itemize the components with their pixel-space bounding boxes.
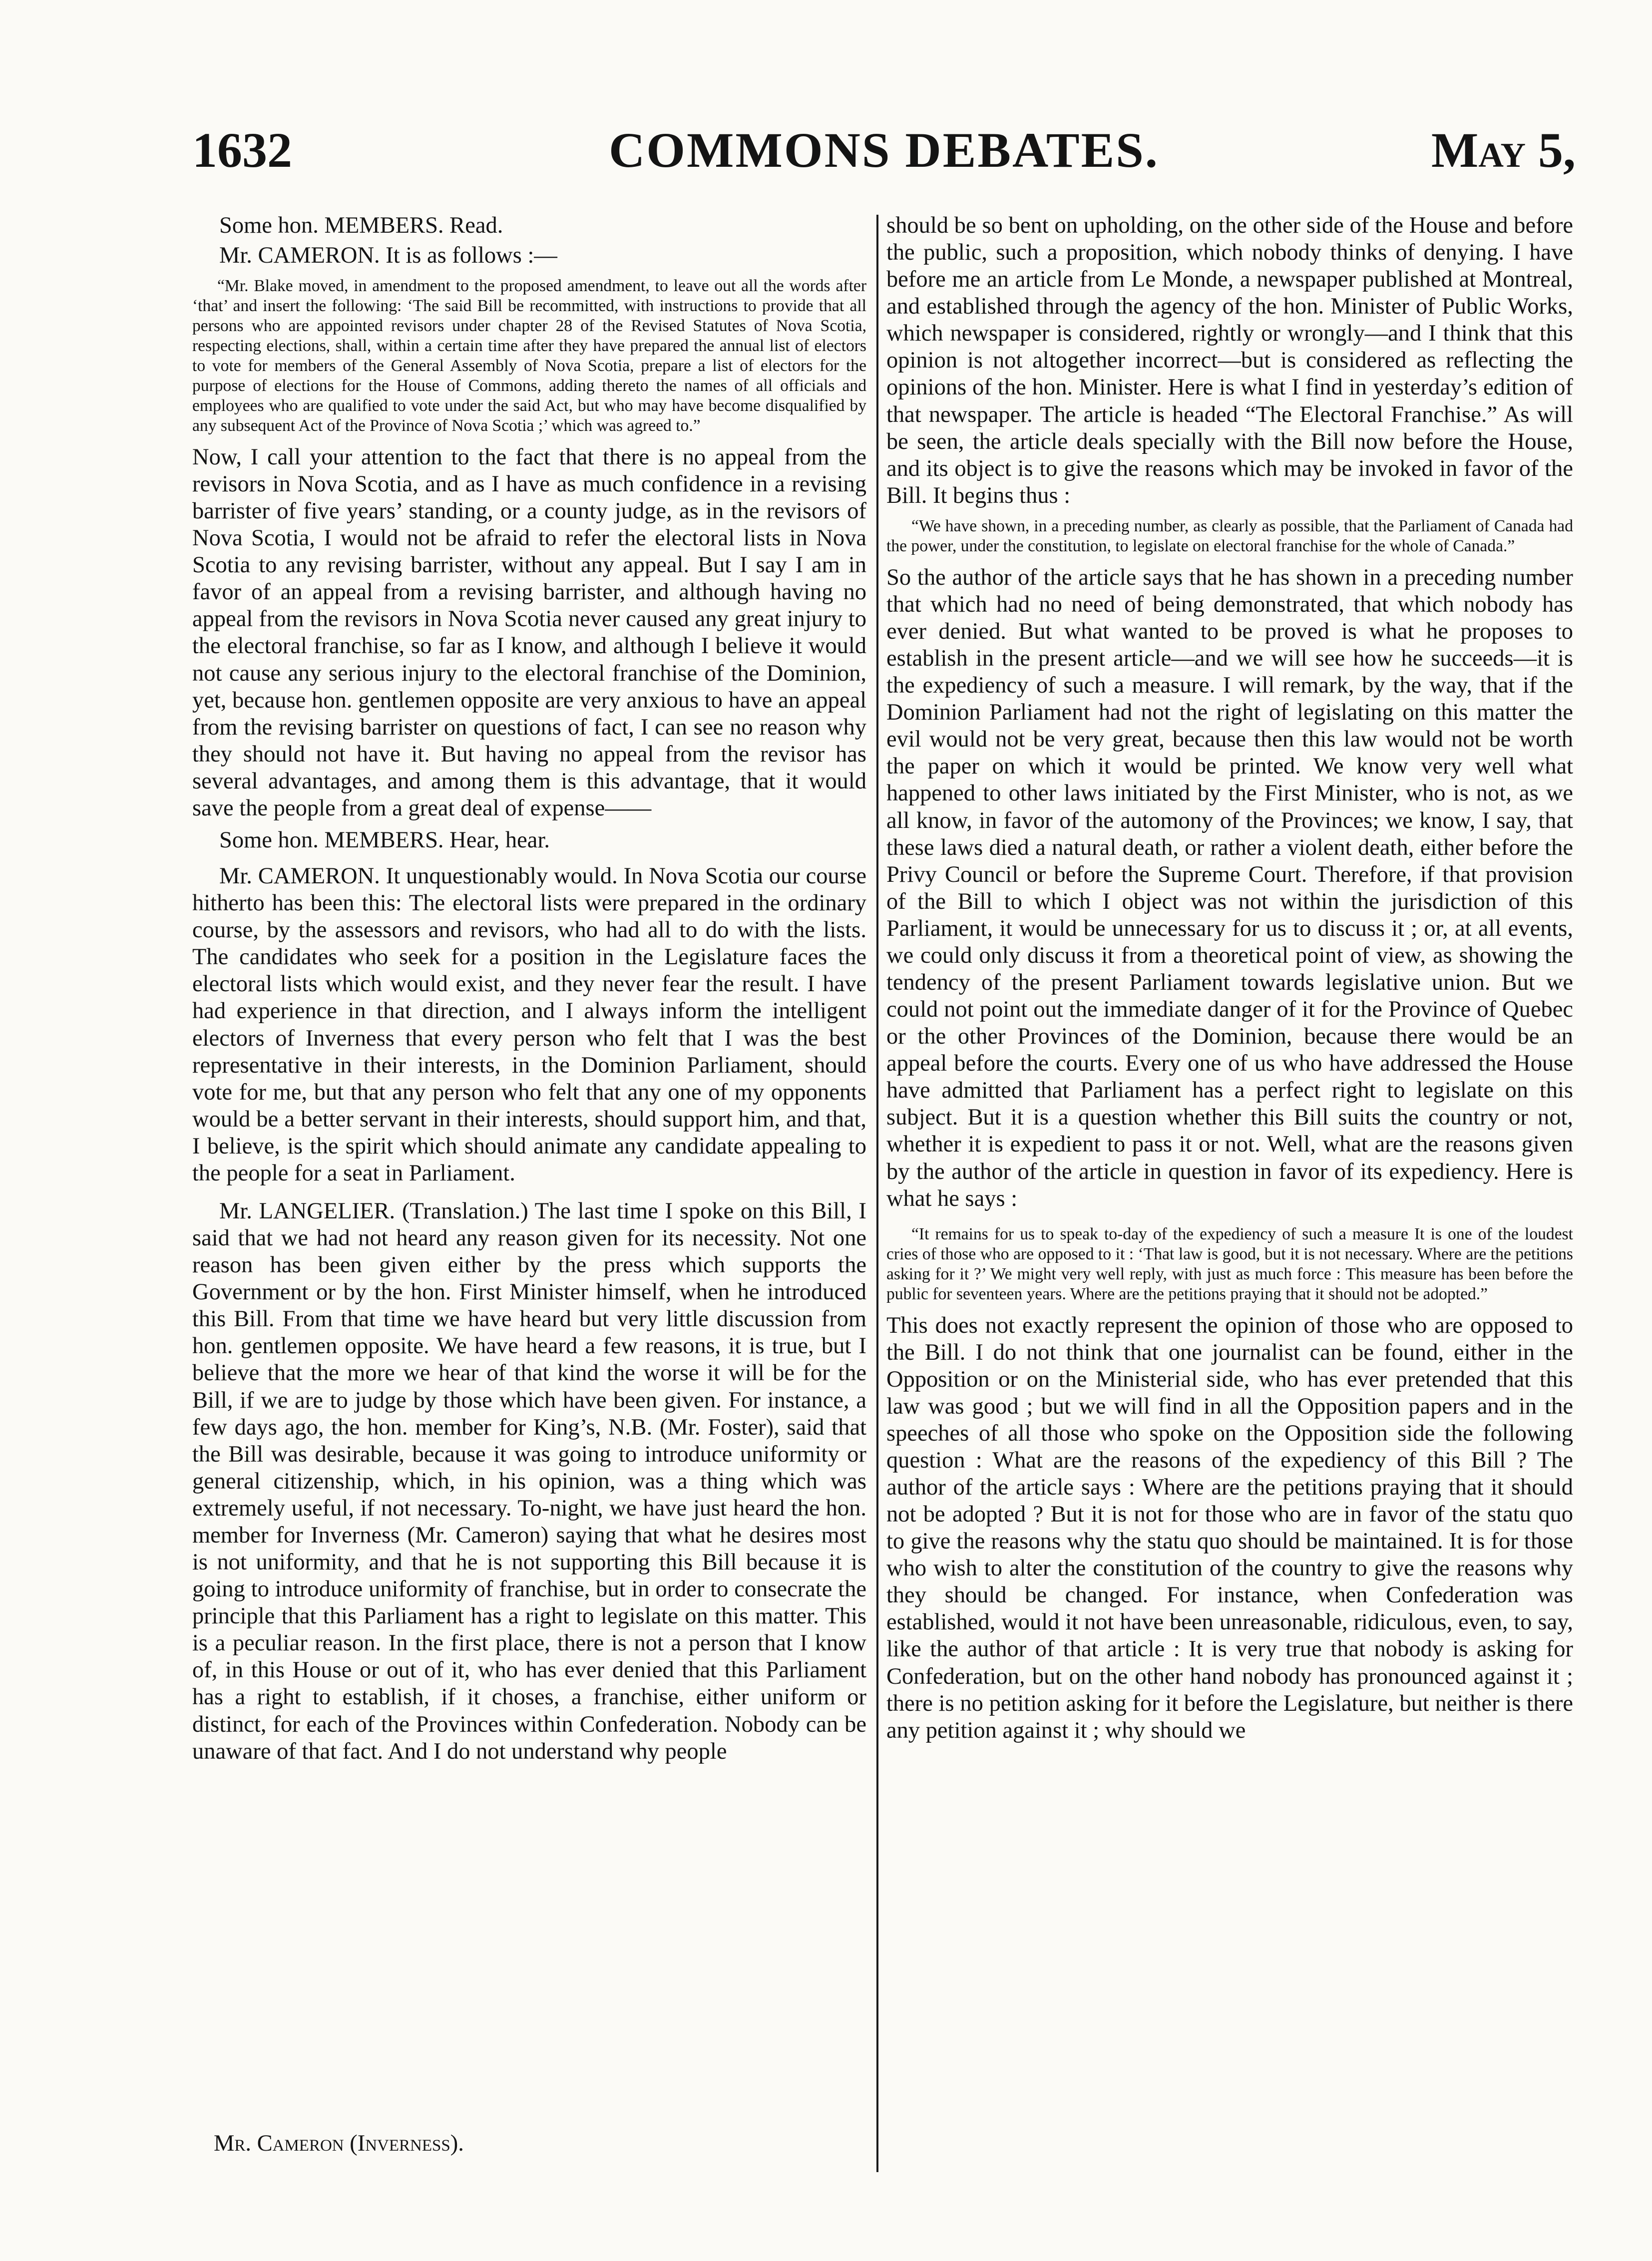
paragraph: should be so bent on upholding, on the other side of the House and before the public, such a proposition, which nobody thinks of denying. I have before me an article from Le Monde, a newspaper published at Montreal, and established through the agency of the hon. Minister of Public Works, which newspaper is considered, rightly or wrongly—and I think that this opinion is not altogether incorrect—but is considered as reflecting the opinions of the hon. Minister. Here is what I find in yesterday’s edition of that newspaper. The article is headed “The Electoral Franchise.” As will be seen, the article deals specially with the Bill now before the House, and its object is to give the reasons which may be invoked in favor of the Bill. It begins thus : bbox=[886, 213, 1573, 508]
column-divider bbox=[876, 215, 878, 2172]
page-footer: Mr. Cameron (Inverness). bbox=[214, 2131, 464, 2156]
page-number: 1632 bbox=[192, 122, 292, 178]
paragraph: So the author of the article says that he has shown in a preceding number that which had no need of being demonstrated, that which nobody has ever denied. But what wanted to be proved is what he proposes to establish in the present article—and we will see how he succeeds—it is the expediency of such a measure. I will remark, by the way, that if the Dominion Parliament had not the right of legislating on this matter the evil would not be very great, because then this law would not be worth the paper on which it would be printed. We know very well what happened to other laws initiated by the First Minister, who is not, as we all know, in favor of the automony of the Provinces; we know, I say, that these laws died a natural death, or rather a violent death, either before the Privy Council or before the Supreme Court. Therefore, if that provision of the Bill to which I object was not within the jurisdiction of this Parliament, it would be unnecessary for us to discuss it ; or, at all events, we could only discuss it from a theoretical point of view, as showing the tendency of the present Parliament towards legislative union. But we could not point out the immediate danger of it for the Province of Quebec or the other Provinces of the Dominion, because there would be an appeal before the courts. Every one of us who have addressed the House have admitted that Parliament has a perfect right to legislate on this subject. But it is a question whether this Bill suits the country or not, whether it is expedient to pass it or not. Well, what are the reasons given by the author of the article in question in favor of its expediency. Here is what he says : bbox=[886, 564, 1573, 1211]
quotation: “Mr. Blake moved, in amendment to the proposed amendment, to leave out all the words after ‘that’ and insert the following: ‘The said Bill be recommitted, with instructions to provide that all persons who are appointed revisors under chapter 28 of the Revised Statutes of Nova Scotia, respecting elections, shall, within a certain time after they have prepared the annual list of electors to vote for members of the General Assembly of Nova Scotia, prepare a list of electors for the purpose of elections for the House of Commons, adding thereto the names of all officials and employees who are qualified to vote under the said Act, but who may have become disqualified by any subsequent Act of the Province of Nova Scotia ;’ which was agreed to.” bbox=[192, 277, 866, 435]
paragraph: Some hon. MEMBERS. Read. bbox=[219, 213, 503, 238]
quotation: “It remains for us to speak to-day of the expediency of such a measure It is one of the loudest cries of those who are opposed to it : ‘That law is good, but it is not necessary. Where are the petitions asking for it ?’ We might very well reply, with just as much force : This measure has been before the public for seventeen years. Where are the petitions praying that it should not be adopted.” bbox=[886, 1224, 1573, 1303]
left-column bbox=[192, 212, 866, 1765]
paragraph: Now, I call your attention to the fact that there is no appeal from the revisors in Nova Scotia, and as I have as much confidence in a revising barrister of five years’ standing, or a county judge, as in the revisors of Nova Scotia, I would not be afraid to refer the electoral lists in Nova Scotia to any revising barrister, without any appeal. But I say I am in favor of an appeal from a revising barrister, and although having no appeal from the revisors in Nova Scotia never caused any great injury to the electoral franchise, so far as I know, and although I believe it would not cause any serious injury to the electoral franchise of the Dominion, yet, because hon. gentlemen opposite are very anxious to have an appeal from the revising barrister on questions of fact, I can see no reason why they should not have it. But having no appeal from the revisor has several advantages, and among them is this advantage, that it would save the people from a great deal of expense—— bbox=[192, 444, 866, 821]
page-title: COMMONS DEBATES. bbox=[609, 122, 1159, 178]
paragraph: Mr. LANGELIER. (Translation.) The last time I spoke on this Bill, I said that we had not heard any reason given for its necessity. Not one reason has been given either by the press which supports the Government or by the hon. First Minister himself, when he introduced this Bill. From that time we have heard but very little discussion from hon. gentlemen opposite. We have heard a few reasons, it is true, but I believe that the more we hear of that kind the worse it will be for the Bill, if we are to judge by those which have been given. For instance, a few days ago, the hon. member for King’s, N.B. (Mr. Foster), said that the Bill was desirable, because it was going to introduce uniformity or general citizenship, which, in his opinion, was a thing which was extremely useful, if not necessary. To-night, we have just heard the hon. member for Inverness (Mr. Cameron) saying that what he desires most is not uniformity, and that he is not supporting this Bill because it is going to introduce uniformity of franchise, but in order to consecrate the principle that this Parliament has a right to legislate on this matter. This is a peculiar reason. In the first place, there is not a person that I know of, in this House or out of it, who has ever denied that this Parliament has a right to establish, if it choses, a franchise, either uniform or distinct, for each of the Provinces within Confederation. Nobody can be unaware of that fact. And I do not understand why people bbox=[192, 1198, 866, 1764]
page-header bbox=[192, 123, 1576, 178]
paragraph: Some hon. MEMBERS. Hear, hear. bbox=[219, 827, 550, 853]
paragraph: Mr. CAMERON. It is as follows :— bbox=[219, 243, 557, 269]
quotation: “We have shown, in a preceding number, as clearly as possible, that the Parliament of Canada had the power, under the constitution, to legislate on electoral franchise for the whole of Canada.” bbox=[886, 516, 1573, 555]
paragraph: Mr. CAMERON. It unquestionably would. In Nova Scotia our course hitherto has been this: The electoral lists were prepared in the ordinary course, by the assessors and revisors, who had all to do with the lists. The candidates who seek for a position in the Legislature faces the electoral lists which would exist, and they never fear the result. I have had experience in that direction, and I always inform the intelligent electors of Inverness that every person who felt that I was the best representative in their interests, in the Dominion Parliament, should vote for me, but that any person who felt that any one of my opponents would be a better servant in their interests, should support him, and that, I believe, is the spirit which should animate any candidate appealing to the people for a seat in Parliament. bbox=[192, 863, 866, 1186]
right-column bbox=[886, 212, 1573, 1744]
page-date: May 5, bbox=[1431, 122, 1576, 178]
paragraph: This does not exactly represent the opinion of those who are opposed to the Bill. I do not think that one journalist can be found, either in the Opposition or on the Ministerial side, who has ever pretended that this law was good ; but we will find in all the Opposition papers and in the speeches of all those who spoke on the Opposition side the following question : What are the reasons of the expediency of this Bill ? The author of the article says : Where are the petitions praying that it should not be adopted ? But it is not for those who are in favor of the statu quo to give the reasons why the statu quo should be maintained. It is for those who wish to alter the constitution of the country to give the reasons why they should be changed. For instance, when Confederation was established, would it not have been unreasonable, ridiculous, even, to say, like the author of that article : It is very true that nobody is asking for Confederation, but on the other hand nobody has pronounced against it ; there is no petition asking for it before the Legislature, but neither is there any petition against it ; why should we bbox=[886, 1312, 1573, 1743]
